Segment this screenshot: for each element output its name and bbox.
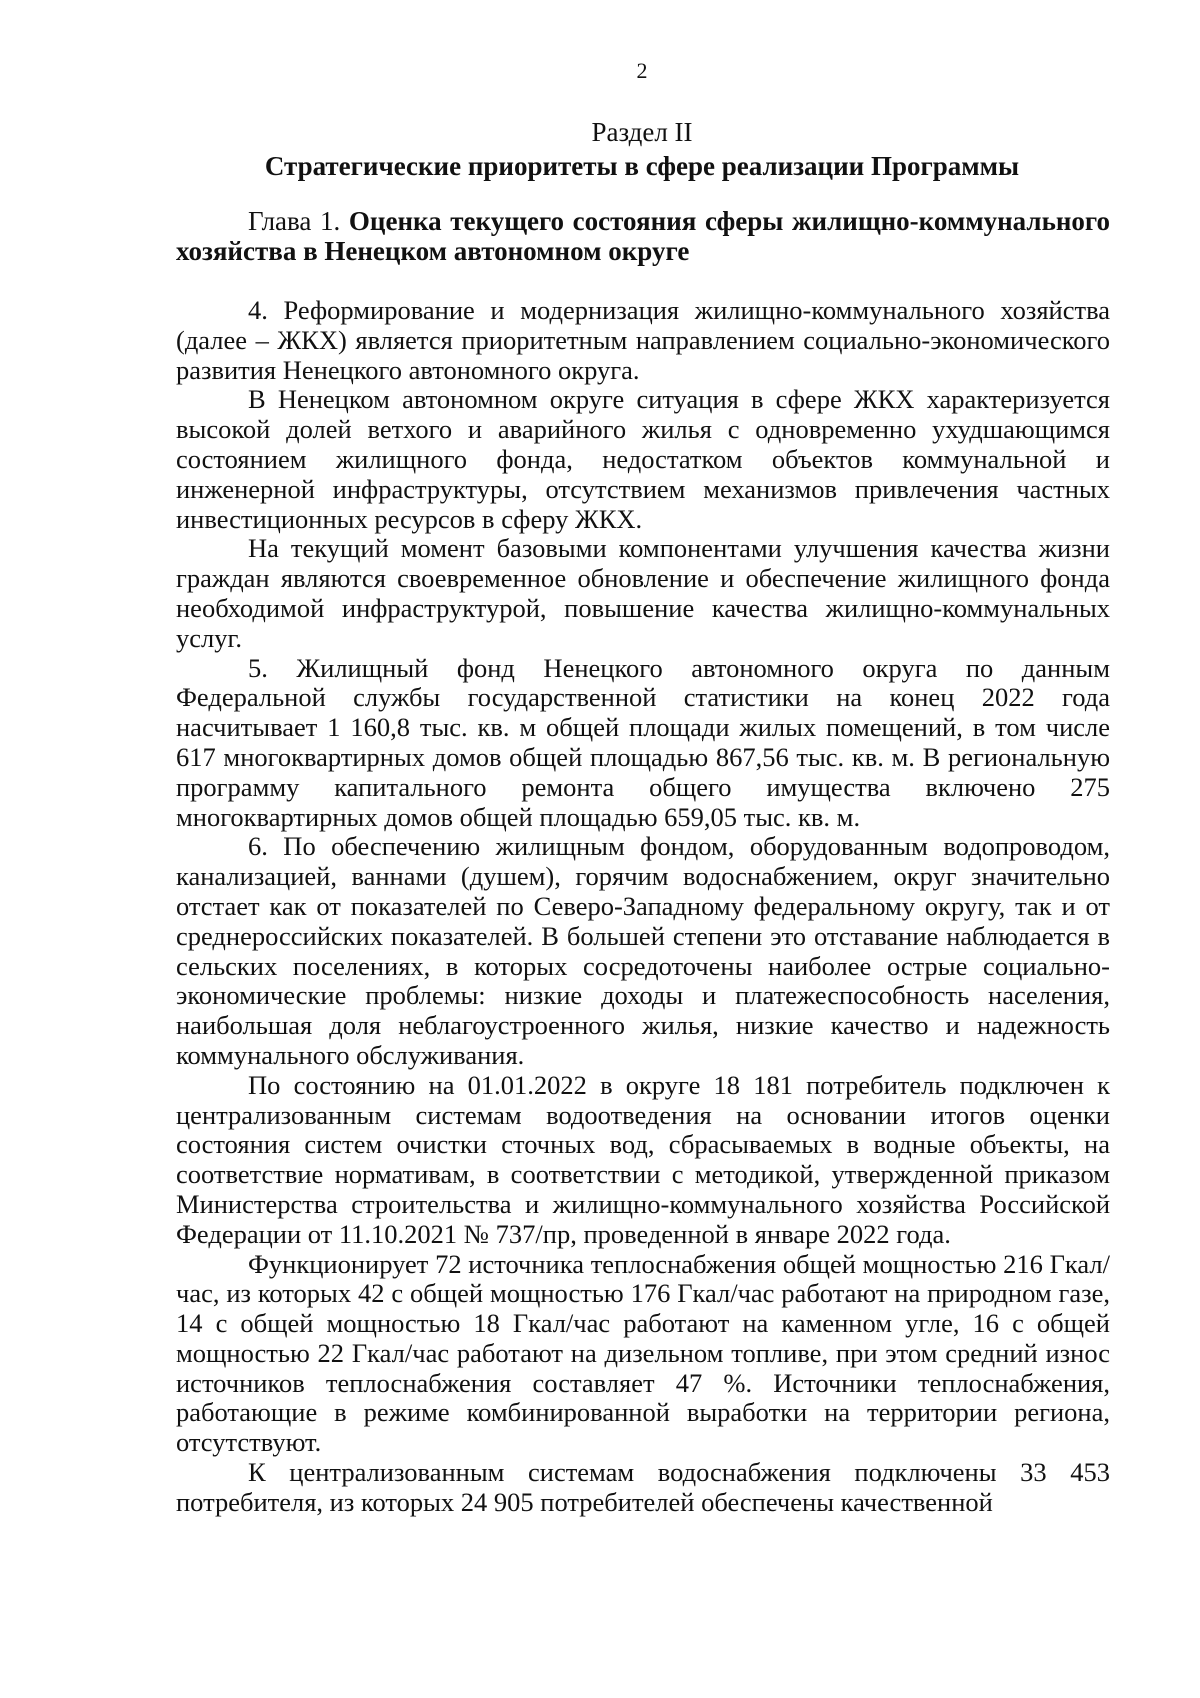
section-title: Стратегические приоритеты в сфере реализации Программы bbox=[264, 151, 1020, 181]
paragraph: По состоянию на 01.01.2022 в округе 18 181 потребитель подключен к централизованным системам водоотведения на основании итогов оценки состояния систем очистки сточных вод, сбрасываемых в водные объекты, на соответствие нормативам, в соответствии с методикой, утвержденной приказом Министерства строительства и жилищно-коммунального хозяйства Российской Федерации от 11.10.2021 № 737/пр, проведенной в январе 2022 года. bbox=[176, 1069, 1110, 1249]
paragraph: 5. Жилищный фонд Ненецкого автономного округа по данным Федеральной службы государственной статистики на конец 2022 года насчитывает 1 160,8 тыс. кв. м общей площади жилых помещений, в том числе 617 многоквартирных домов общей площадью 867,56 тыс. кв. м. В региональную программу капитального ремонта общего имущества включено 275 многоквартирных домов общей площадью 659,05 тыс. кв. м. bbox=[176, 652, 1110, 832]
chapter-title: Оценка текущего состояния сферы жилищно-коммунального хозяйства в Ненецком автономном округе bbox=[176, 206, 1110, 266]
paragraph: В Ненецком автономном округе ситуация в сфере ЖКХ характеризуется высокой долей ветхого и аварийного жилья с одновременно ухудшающимся состоянием жилищного фонда, недостатком объектов коммунальной и инженерной инфраструктуры, отсутствием механизмов привлечения частных инвестиционных ресурсов в сферу ЖКХ. bbox=[176, 384, 1110, 534]
section-label: Раздел II bbox=[591, 117, 693, 147]
paragraph: Функционирует 72 источника теплоснабжения общей мощностью 216 Гкал/час, из которых 42 с общей мощностью 176 Гкал/час работают на природном газе, 14 с общей мощностью 18 Гкал/час работают на каменном угле, 16 с общей мощностью 22 Гкал/час работают на дизельном топливе, при этом средний износ источников теплоснабжения составляет 47 %. Источники теплоснабжения, работающие в режиме комбинированной выработки на территории региона, отсутствуют. bbox=[176, 1248, 1110, 1458]
document-body bbox=[176, 296, 1110, 1518]
chapter-label: Глава 1. bbox=[248, 206, 341, 236]
page-number: 2 bbox=[636, 58, 648, 83]
paragraph: 6. По обеспечению жилищным фондом, оборудованным водопроводом, канализацией, ваннами (душем), горячим водоснабжением, округ значительно отстает как от показателей по Северо-Западному федеральному округу, так и от среднероссийских показателей. В большей степени это отставание наблюдается в сельских поселениях, в которых сосредоточены наиболее острые социально-экономические проблемы: низкие доходы и платежеспособность населения, наибольшая доля неблагоустроенного жилья, низкие качество и надежность коммунального обслуживания. bbox=[176, 831, 1110, 1070]
chapter-heading bbox=[176, 206, 1110, 266]
paragraph: 4. Реформирование и модернизация жилищно-коммунального хозяйства (далее – ЖКХ) является приоритетным направлением социально-экономического развития Ненецкого автономного округа. bbox=[176, 295, 1110, 385]
paragraph: К централизованным системам водоснабжения подключены 33 453 потребителя, из которых 24 905 потребителей обеспечены качественной bbox=[176, 1457, 1110, 1517]
paragraph: На текущий момент базовыми компонентами улучшения качества жизни граждан являются своевременное обновление и обеспечение жилищного фонда необходимой инфраструктурой, повышение качества жилищно-коммунальных услуг. bbox=[176, 533, 1110, 653]
